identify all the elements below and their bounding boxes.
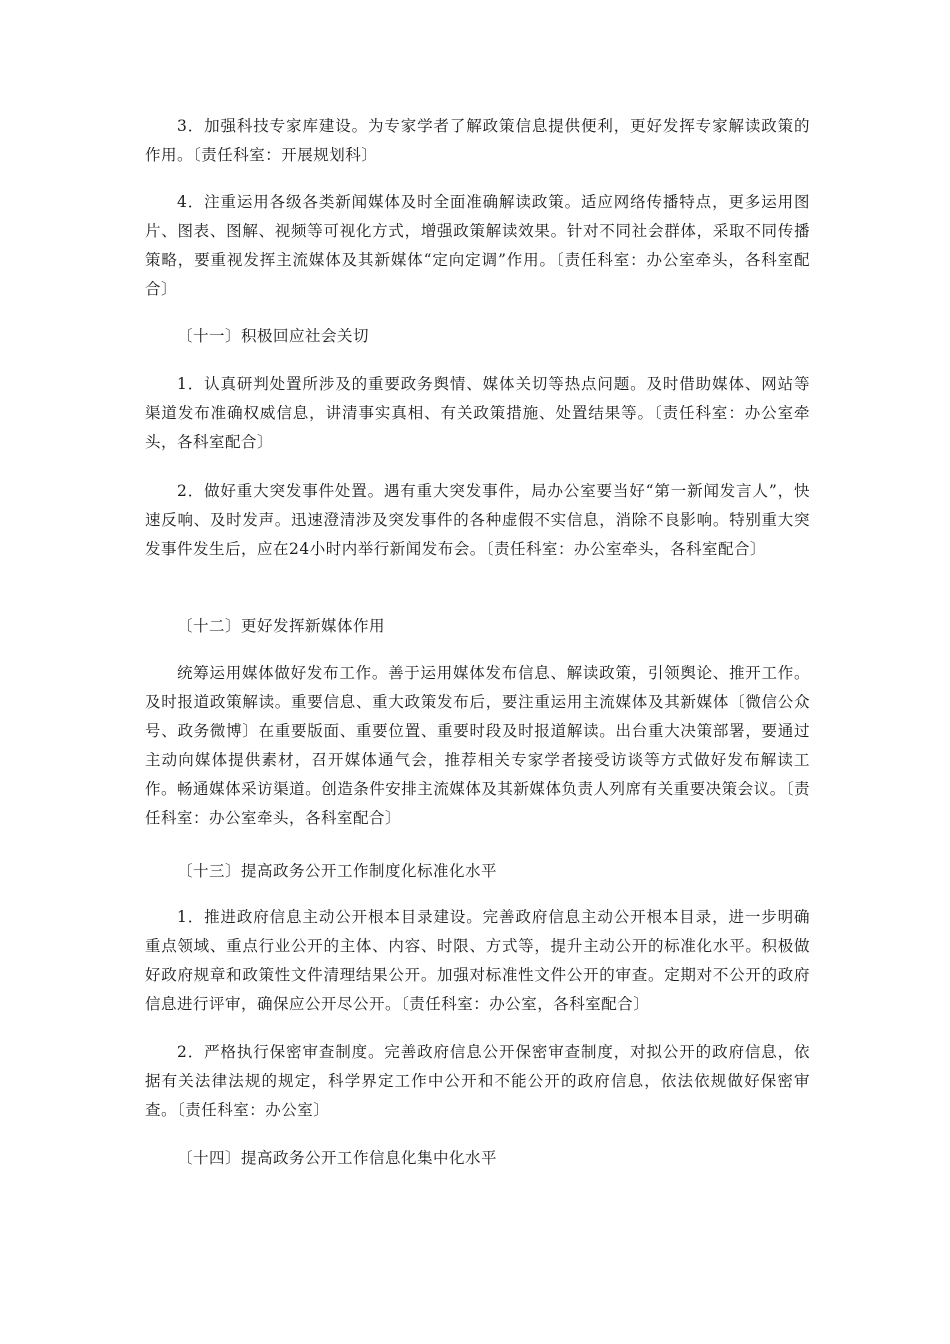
section-heading-12: 〔十二〕更好发挥新媒体作用 (177, 617, 386, 635)
paragraph-emergency-response: 2．做好重大突发事件处置。遇有重大突发事件，局办公室要当好“第一新闻发言人”，快速反响、及时发声。迅速澄清涉及突发事件的各种虚假不实信息，消除不良影响。特别重大突发事件发生后，应在24小时内举行新闻发布会。〔责任科室：办公室牵头，各科室配合〕 (145, 482, 810, 558)
section-heading-11: 〔十一〕积极回应社会关切 (177, 327, 370, 345)
paragraph-confidentiality-review: 2．严格执行保密审查制度。完善政府信息公开保密审查制度，对拟公开的政府信息，依据有关法律法规的规定，科学界定工作中公开和不能公开的政府信息，依法依规做好保密审查。〔责任科室：办公室〕 (145, 1043, 810, 1119)
paragraph-media-release: 统筹运用媒体做好发布工作。善于运用媒体发布信息、解读政策，引领舆论、推开工作。及时报道政策解读。重要信息、重大政策发布后，要注重运用主流媒体及其新媒体〔微信公众号、政务微博〕在重要版面、重要位置、重要时段及时报道解读。出台重大决策部署，要通过主动向媒体提供素材，召开媒体通气会，推荐相关专家学者接受访谈等方式做好发布解读工作。畅通媒体采访渠道。创造条件安排主流媒体及其新媒体负责人列席有关重要决策会议。〔责任科室：办公室牵头，各科室配合〕 (145, 664, 810, 827)
paragraph-public-opinion-handling: 1．认真研判处置所涉及的重要政务舆情、媒体关切等热点问题。及时借助媒体、网站等渠道发布准确权威信息，讲清事实真相、有关政策措施、处置结果等。〔责任科室：办公室牵头，各科室配合〕 (145, 375, 810, 451)
section-heading-13: 〔十三〕提高政务公开工作制度化标准化水平 (177, 862, 498, 880)
paragraph-expert-database: 3．加强科技专家库建设。为专家学者了解政策信息提供便利，更好发挥专家解读政策的作用。〔责任科室：开展规划科〕 (145, 117, 810, 164)
paragraph-disclosure-catalog: 1．推进政府信息主动公开根本目录建设。完善政府信息主动公开根本目录，进一步明确重点领域、重点行业公开的主体、内容、时限、方式等，提升主动公开的标准化水平。积极做好政府规章和政策性文件清理结果公开。加强对标准性文件公开的审查。定期对不公开的政府信息进行评审，确保应公开尽公开。〔责任科室：办公室，各科室配合〕 (145, 908, 810, 1013)
paragraph-news-media-interpretation: 4．注重运用各级各类新闻媒体及时全面准确解读政策。适应网络传播特点，更多运用图片、图表、图解、视频等可视化方式，增强政策解读效果。针对不同社会群体，采取不同传播策略，要重视发挥主流媒体及其新媒体“定向定调”作用。〔责任科室：办公室牵头，各科室配合〕 (145, 193, 810, 298)
section-heading-14: 〔十四〕提高政务公开工作信息化集中化水平 (177, 1149, 498, 1167)
